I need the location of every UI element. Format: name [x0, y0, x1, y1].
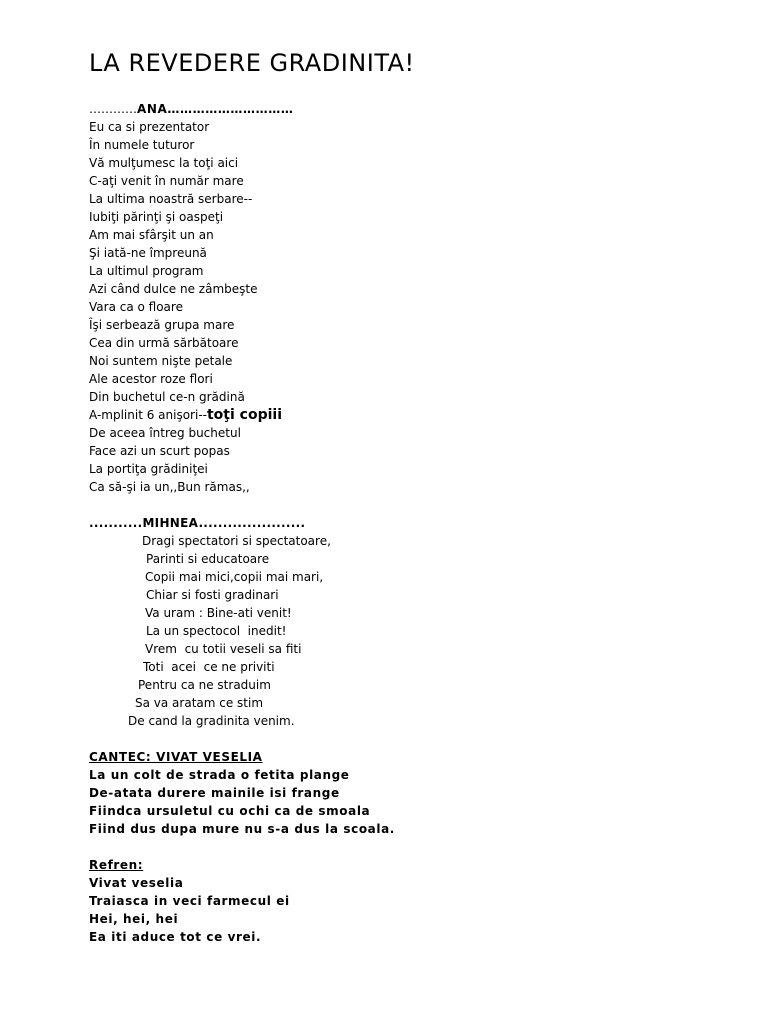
ana-header-name: ANA: [137, 102, 168, 116]
mihnea-line: Toti acei ce ne priviti: [143, 660, 275, 674]
ana-line: Ca să-şi ia un,,Bun rămas,,: [89, 480, 250, 494]
ana-line: Cea din urmă sărbătoare: [89, 336, 239, 350]
refrain-title: Refren:: [89, 858, 144, 872]
ana-special-prefix: A-mplinit 6 anişori--: [89, 408, 207, 422]
ana-special-line: [89, 406, 749, 424]
document-page: [89, 48, 749, 946]
ana-line: Vă mulţumesc la toţi aici: [89, 156, 239, 170]
refrain-line: Hei, hei, hei: [89, 912, 179, 926]
ana-line: Face azi un scurt popas: [89, 444, 230, 458]
mihnea-line: Parinti si educatoare: [146, 552, 270, 566]
ana-line: Am mai sfârşit un an: [89, 228, 214, 242]
ana-special-bold: toţi copiii: [206, 407, 282, 423]
refrain-line: Ea iti aduce tot ce vrei.: [89, 930, 262, 944]
ana-line: În numele tuturor: [89, 138, 195, 152]
ana-header-dots-left: …………: [89, 102, 137, 116]
spacer: [89, 496, 749, 514]
mihnea-line: Copii mai mici,copii mai mari,: [145, 570, 324, 584]
ana-line: Noi suntem nişte petale: [89, 354, 233, 368]
mihnea-line: La un spectocol inedit!: [146, 624, 287, 638]
song-verse-line: De-atata durere mainile isi frange: [89, 786, 340, 800]
ana-line: De aceea întreg buchetul: [89, 426, 241, 440]
mihnea-line: Sa va aratam ce stim: [135, 696, 264, 710]
song-verse-line: La un colt de strada o fetita plange: [89, 768, 350, 782]
ana-line: La portiţa grădiniţei: [89, 462, 208, 476]
mihnea-line: Vrem cu totii veseli sa fiti: [145, 642, 302, 656]
song-verse-line: Fiindca ursuletul cu ochi ca de smoala: [89, 804, 371, 818]
mihnea-line: Pentru ca ne straduim: [138, 678, 271, 692]
ana-header-dots-right: …………………………: [167, 102, 294, 116]
refrain-line: Traiasca in veci farmecul ei: [89, 894, 290, 908]
ana-header: [89, 100, 749, 118]
spacer: [89, 838, 749, 856]
mihnea-line: Dragi spectatori si spectatoare,: [142, 534, 331, 548]
mihnea-header: ...........MIHNEA......................: [89, 516, 306, 530]
mihnea-line: De cand la gradinita venim.: [128, 714, 295, 728]
ana-line: Eu ca si prezentator: [89, 120, 210, 134]
ana-line: Din buchetul ce-n grădină: [89, 390, 245, 404]
ana-line: Iubiţi părinţi şi oaspeţi: [89, 210, 224, 224]
ana-line: Vara ca o floare: [89, 300, 183, 314]
ana-line: La ultima noastră serbare--: [89, 192, 253, 206]
page-title: LA REVEDERE GRADINITA!: [89, 49, 415, 77]
mihnea-line: Chiar si fosti gradinari: [146, 588, 279, 602]
song-title: CANTEC: VIVAT VESELIA: [89, 750, 263, 764]
ana-line: Ale acestor roze flori: [89, 372, 213, 386]
ana-line: C-aţi venit în număr mare: [89, 174, 244, 188]
mihnea-line: Va uram : Bine-ati venit!: [145, 606, 292, 620]
refrain-line: Vivat veselia: [89, 876, 184, 890]
spacer: [89, 730, 749, 748]
song-verse-line: Fiind dus dupa mure nu s-a dus la scoala.: [89, 822, 395, 836]
ana-line: La ultimul program: [89, 264, 204, 278]
ana-line: Şi iată-ne împreună: [89, 246, 207, 260]
ana-line: Azi când dulce ne zâmbeşte: [89, 282, 258, 296]
ana-line: Îşi serbează grupa mare: [89, 318, 235, 332]
